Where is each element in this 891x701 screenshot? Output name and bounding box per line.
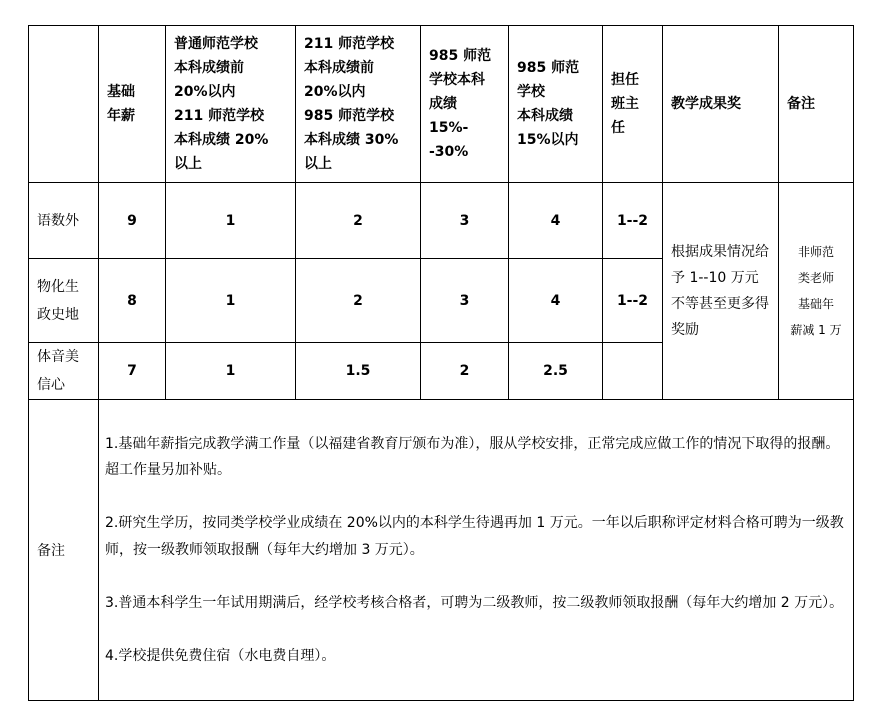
cell: 7 [99,343,166,400]
cell: 2 [421,343,509,400]
table-row [29,183,854,259]
row-label: 体音美 信心 [29,343,99,400]
salary-table [28,25,854,701]
cell: 2 [296,259,421,343]
note-item: 3.普通本科学生一年试用期满后，经学校考核合格者，可聘为二级教师，按二级教师领取报酬（每年大约增加 2 万元）。 [105,594,844,611]
header-class-teacher: 担任 班主 任 [603,26,663,183]
cell: 1 [166,183,296,259]
row-label: 物化生 政史地 [29,259,99,343]
note-item: 4.学校提供免费住宿（水电费自理）。 [105,647,336,664]
notes-content [99,400,854,701]
notes-row [29,400,854,701]
note-item: 2.研究生学历，按同类学校学业成绩在 20%以内的本科学生待遇再加 1 万元。一年以后职称评定材料合格可聘为一级教师，按一级教师领取报酬（每年大约增加 3 万元）。 [105,515,844,558]
cell: 9 [99,183,166,259]
cell: 1 [166,259,296,343]
header-remark: 备注 [779,26,854,183]
notes-label: 备注 [29,400,99,701]
cell: 2.5 [509,343,603,400]
teaching-award-cell: 根据成果情况给予 1--10 万元不等甚至更多得奖励 [663,183,779,400]
header-985-15-30: 985 师范 学校本科 成绩 15%--30% [421,26,509,183]
cell: 4 [509,259,603,343]
cell: 1.5 [296,343,421,400]
row-label: 语数外 [29,183,99,259]
header-211-top20: 211 师范学校 本科成绩前 20%以内 985 师范学校 本科成绩 30% 以上 [296,26,421,183]
cell: 1--2 [603,259,663,343]
note-item: 1.基础年薪指完成教学满工作量（以福建省教育厅颁布为准），服从学校安排，正常完成应做工作的情况下取得的报酬。超工作量另加补贴。 [105,435,840,478]
cell: 1--2 [603,183,663,259]
header-normal-top20: 普通师范学校 本科成绩前 20%以内 211 师范学校 本科成绩 20% 以上 [166,26,296,183]
cell: 3 [421,183,509,259]
header-row [29,26,854,183]
cell: 3 [421,259,509,343]
remark-cell: 非师范 类老师 基础年 薪减 1 万 [779,183,854,400]
cell: 4 [509,183,603,259]
header-empty [29,26,99,183]
cell: 8 [99,259,166,343]
cell: 1 [166,343,296,400]
cell: 2 [296,183,421,259]
header-teaching-award: 教学成果奖 [663,26,779,183]
header-base-salary: 基础 年薪 [99,26,166,183]
cell [603,343,663,400]
header-985-top15: 985 师范 学校 本科成绩 15%以内 [509,26,603,183]
